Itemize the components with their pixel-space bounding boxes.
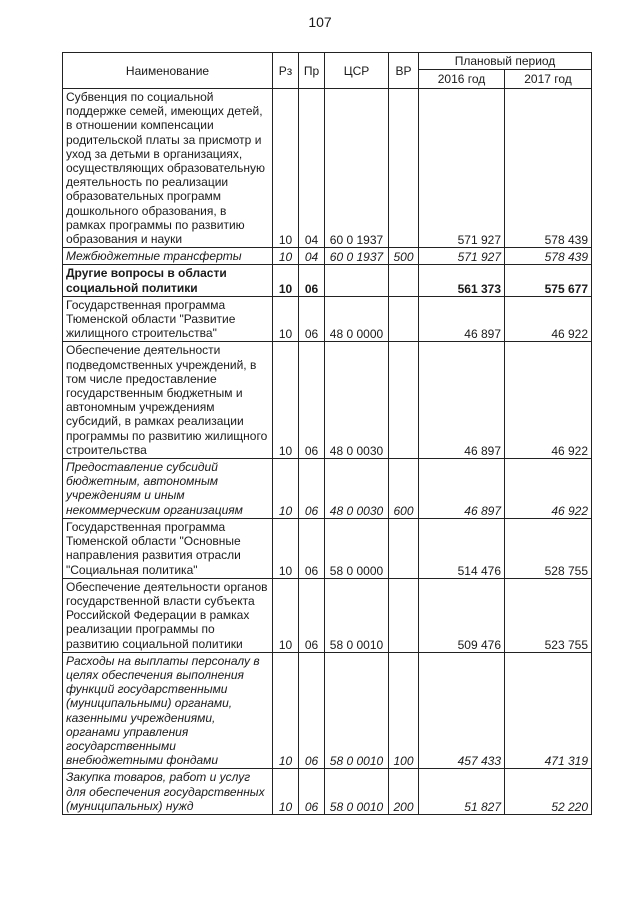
row-rz: 10: [273, 652, 299, 769]
table-row: [63, 578, 592, 652]
row-2016: 46 897: [419, 342, 505, 459]
row-2017: 575 677: [505, 265, 592, 296]
row-name: Субвенция по социальной поддержке семей, имеющих детей, в отношении компенсации родительской платы за присмотр и уход за детьми в организациях, осуществляющих образовательную деятельность по реализации образовательных программ дошкольного образования, в рамках программы по развитию образования и науки: [63, 89, 273, 248]
row-csr: 58 0 0000: [325, 518, 389, 578]
row-csr: 58 0 0010: [325, 652, 389, 769]
header-vr: ВР: [389, 53, 419, 89]
row-rz: 10: [273, 769, 299, 815]
row-2016: 561 373: [419, 265, 505, 296]
row-pr: 06: [299, 652, 325, 769]
row-rz: 10: [273, 296, 299, 342]
table-row: [63, 265, 592, 296]
row-2017: 578 439: [505, 248, 592, 265]
table-row: [63, 459, 592, 519]
row-vr: [389, 342, 419, 459]
table-row: [63, 652, 592, 769]
row-vr: 100: [389, 652, 419, 769]
row-csr: [325, 265, 389, 296]
row-2017: 52 220: [505, 769, 592, 815]
row-2016: 51 827: [419, 769, 505, 815]
row-vr: [389, 265, 419, 296]
row-rz: 10: [273, 518, 299, 578]
row-2017: 46 922: [505, 342, 592, 459]
row-2016: 46 897: [419, 459, 505, 519]
row-2017: 46 922: [505, 459, 592, 519]
row-2016: 571 927: [419, 89, 505, 248]
table-row: [63, 89, 592, 248]
row-name: Обеспечение деятельности подведомственных учреждений, в том числе предоставление государственным бюджетным и автономным учреждениям субсидий, в рамках реализации программы по развитию жилищного строительства: [63, 342, 273, 459]
row-2016: 514 476: [419, 518, 505, 578]
table-row: [63, 769, 592, 815]
table-row: [63, 296, 592, 342]
row-name: Межбюджетные трансферты: [63, 248, 273, 265]
row-csr: 58 0 0010: [325, 578, 389, 652]
row-2017: 528 755: [505, 518, 592, 578]
row-2017: 523 755: [505, 578, 592, 652]
header-rz: Рз: [273, 53, 299, 89]
budget-table: [62, 52, 592, 815]
row-vr: 200: [389, 769, 419, 815]
header-csr: ЦСР: [325, 53, 389, 89]
row-csr: 60 0 1937: [325, 89, 389, 248]
row-csr: 60 0 1937: [325, 248, 389, 265]
row-pr: 06: [299, 518, 325, 578]
row-2017: 471 319: [505, 652, 592, 769]
row-pr: 04: [299, 248, 325, 265]
row-name: Закупка товаров, работ и услуг для обеспечения государственных (муниципальных) нужд: [63, 769, 273, 815]
row-rz: 10: [273, 248, 299, 265]
row-vr: 500: [389, 248, 419, 265]
row-name: Расходы на выплаты персоналу в целях обеспечения выполнения функций государственными (муниципальными) органами, казенными учреждениями, органами управления государственными внебюджетными фондами: [63, 652, 273, 769]
row-pr: 06: [299, 578, 325, 652]
row-name: Другие вопросы в области социальной политики: [63, 265, 273, 296]
row-csr: 48 0 0030: [325, 342, 389, 459]
row-pr: 06: [299, 342, 325, 459]
row-rz: 10: [273, 578, 299, 652]
row-2016: 46 897: [419, 296, 505, 342]
header-pr: Пр: [299, 53, 325, 89]
row-2016: 571 927: [419, 248, 505, 265]
row-name: Обеспечение деятельности органов государственной власти субъекта Российской Федерации в рамках реализации программы по развитию социальной политики: [63, 578, 273, 652]
row-name: Предоставление субсидий бюджетным, автономным учреждениям и иным некоммерческим организациям: [63, 459, 273, 519]
table-row: [63, 342, 592, 459]
row-pr: 04: [299, 89, 325, 248]
row-name: Государственная программа Тюменской области "Развитие жилищного строительства": [63, 296, 273, 342]
table-row: [63, 518, 592, 578]
row-vr: [389, 578, 419, 652]
row-pr: 06: [299, 296, 325, 342]
row-rz: 10: [273, 459, 299, 519]
row-csr: 58 0 0010: [325, 769, 389, 815]
header-name: Наименование: [63, 53, 273, 89]
row-2016: 509 476: [419, 578, 505, 652]
row-vr: 600: [389, 459, 419, 519]
row-vr: [389, 89, 419, 248]
row-name: Государственная программа Тюменской области "Основные направления развития отрасли "Социальная политика": [63, 518, 273, 578]
page-number: 107: [308, 14, 332, 30]
row-2017: 578 439: [505, 89, 592, 248]
row-2016: 457 433: [419, 652, 505, 769]
row-vr: [389, 296, 419, 342]
row-pr: 06: [299, 265, 325, 296]
row-2017: 46 922: [505, 296, 592, 342]
row-csr: 48 0 0030: [325, 459, 389, 519]
row-rz: 10: [273, 265, 299, 296]
row-vr: [389, 518, 419, 578]
table-row: [63, 248, 592, 265]
header-2017: 2017 год: [505, 70, 592, 89]
header-planned-period: Плановый период: [419, 53, 592, 70]
header-2016: 2016 год: [419, 70, 505, 89]
row-csr: 48 0 0000: [325, 296, 389, 342]
row-rz: 10: [273, 342, 299, 459]
row-pr: 06: [299, 459, 325, 519]
row-rz: 10: [273, 89, 299, 248]
row-pr: 06: [299, 769, 325, 815]
